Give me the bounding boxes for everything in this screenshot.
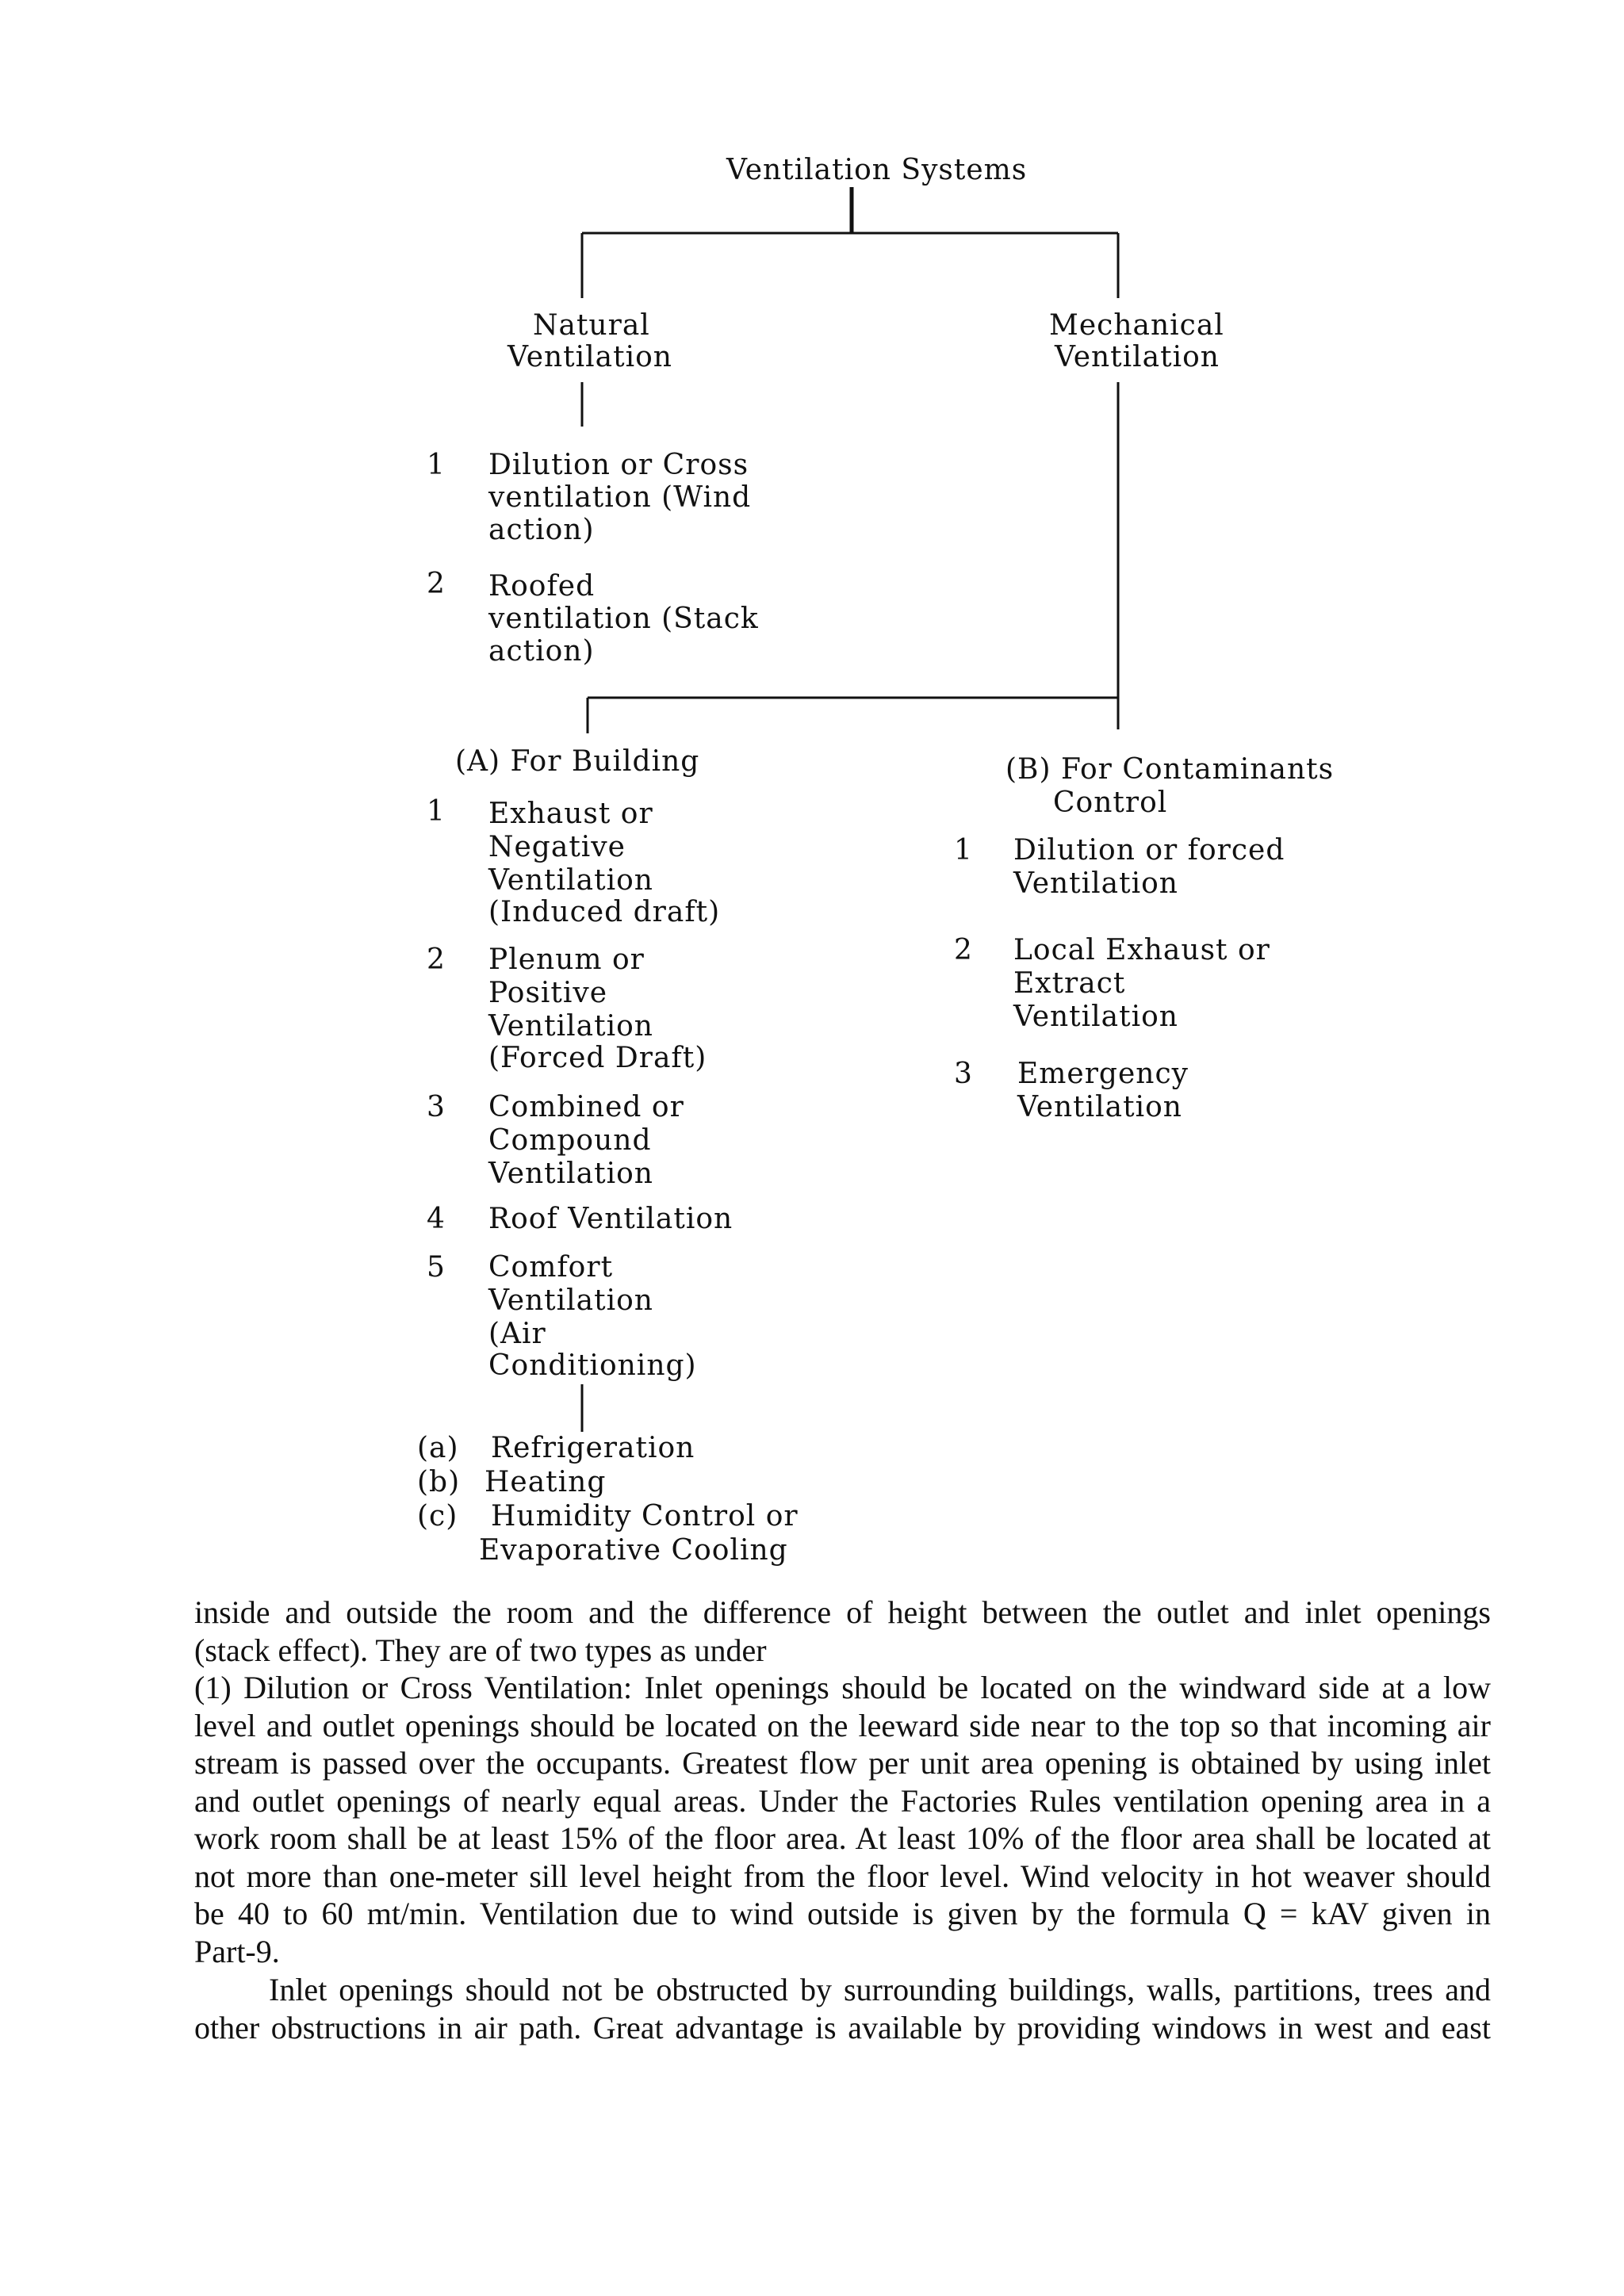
sub-item-label: (b): [417, 1466, 461, 1498]
item-text: ventilation (Wind: [488, 481, 752, 514]
item-text: Dilution or Cross: [488, 449, 749, 481]
item-text: (Induced draft): [488, 896, 721, 928]
contaminants-heading-line1: (B) For Contaminants: [1005, 753, 1335, 786]
item-number: 1: [954, 834, 973, 867]
item-text: Local Exhaust or: [1013, 934, 1270, 966]
text-line: inside and outside the room and the difference of height between the outlet and inlet openings: [194, 1594, 1491, 1630]
item-text: ventilation (Stack: [488, 603, 759, 635]
item-text: Comfort: [488, 1251, 614, 1284]
mechanical-node-line2: Ventilation: [1055, 341, 1220, 373]
item-text: Ventilation: [1017, 1091, 1182, 1123]
root-node: Ventilation Systems: [726, 154, 1028, 186]
item-text: action): [488, 514, 595, 546]
item-text: Emergency: [1017, 1058, 1189, 1090]
text-line: Inlet openings should not be obstructed by surrounding buildings, walls, partitions, trees and: [269, 1972, 1491, 2007]
item-text: Ventilation: [488, 1284, 653, 1317]
item-text: Roof Ventilation: [488, 1203, 733, 1235]
item-text: Plenum or: [488, 943, 645, 976]
item-text: Ventilation: [488, 1158, 653, 1190]
body-paragraph-1: [194, 1594, 1491, 1669]
sub-item-label: (a): [417, 1432, 459, 1464]
item-number: 2: [427, 568, 446, 600]
text-line: be 40 to 60 mt/min. Ventilation due to wind outside is given by the formula Q = kAV given in: [194, 1896, 1491, 1931]
item-text: Positive: [488, 977, 608, 1009]
item-number: 3: [427, 1091, 446, 1123]
item-text: Roofed: [488, 570, 596, 603]
item-text: Ventilation: [488, 1010, 653, 1043]
item-number: 3: [954, 1058, 973, 1090]
item-number: 1: [427, 795, 446, 828]
body-paragraph-3: [194, 1971, 1491, 2046]
item-text: Negative: [488, 831, 626, 863]
sub-item-text: Humidity Control or: [491, 1500, 799, 1533]
item-text: Combined or: [488, 1091, 684, 1123]
item-number: 1: [427, 449, 446, 481]
item-number: 2: [427, 943, 446, 976]
item-text: (Air: [488, 1318, 546, 1350]
text-line: work room shall be at least 15% of the floor area. At least 10% of the floor area shall be located at: [194, 1820, 1491, 1856]
item-text: Dilution or forced: [1013, 834, 1285, 867]
text-line: (stack effect). They are of two types as under: [194, 1632, 767, 1668]
sub-item-text: Heating: [485, 1466, 607, 1498]
item-text: Exhaust or: [488, 798, 653, 830]
item-text: Ventilation: [1013, 867, 1178, 900]
item-text: Extract: [1013, 967, 1126, 1000]
text-line: not more than one-meter sill level height from the floor level. Wind velocity in hot weaver should: [194, 1858, 1491, 1894]
sub-item-text: Refrigeration: [491, 1432, 695, 1464]
text-line: and outlet openings of nearly equal areas. Under the Factories Rules ventilation opening area in a: [194, 1782, 1491, 1819]
item-text: Compound: [488, 1124, 652, 1157]
item-text: (Forced Draft): [488, 1042, 707, 1074]
item-number: 4: [427, 1203, 446, 1235]
item-number: 5: [427, 1251, 446, 1284]
sub-item-label: (c): [417, 1500, 458, 1533]
sub-item-text: Evaporative Cooling: [479, 1534, 788, 1567]
item-text: action): [488, 635, 595, 668]
text-line: Part-9.: [194, 1933, 280, 1969]
text-line: other obstructions in air path. Great advantage is available by providing windows in west and east: [194, 2009, 1491, 2045]
text-line: stream is passed over the occupants. Greatest flow per unit area opening is obtained by using inlet: [194, 1745, 1491, 1781]
building-heading: (A) For Building: [455, 745, 700, 778]
natural-node-line1: Natural: [533, 309, 650, 342]
mechanical-node-line1: Mechanical: [1049, 309, 1224, 342]
contaminants-heading-line2: Control: [1053, 786, 1168, 819]
item-text: Conditioning): [488, 1349, 697, 1382]
item-text: Ventilation: [488, 864, 653, 897]
item-number: 2: [954, 934, 973, 966]
body-paragraph-2: [194, 1669, 1491, 1970]
natural-node-line2: Ventilation: [508, 341, 672, 373]
item-text: Ventilation: [1013, 1001, 1178, 1033]
text-line: (1) Dilution or Cross Ventilation: Inlet openings should be located on the windward side at a low: [194, 1670, 1491, 1705]
text-line: level and outlet openings should be located on the leeward side near to the top so that incoming air: [194, 1707, 1491, 1743]
